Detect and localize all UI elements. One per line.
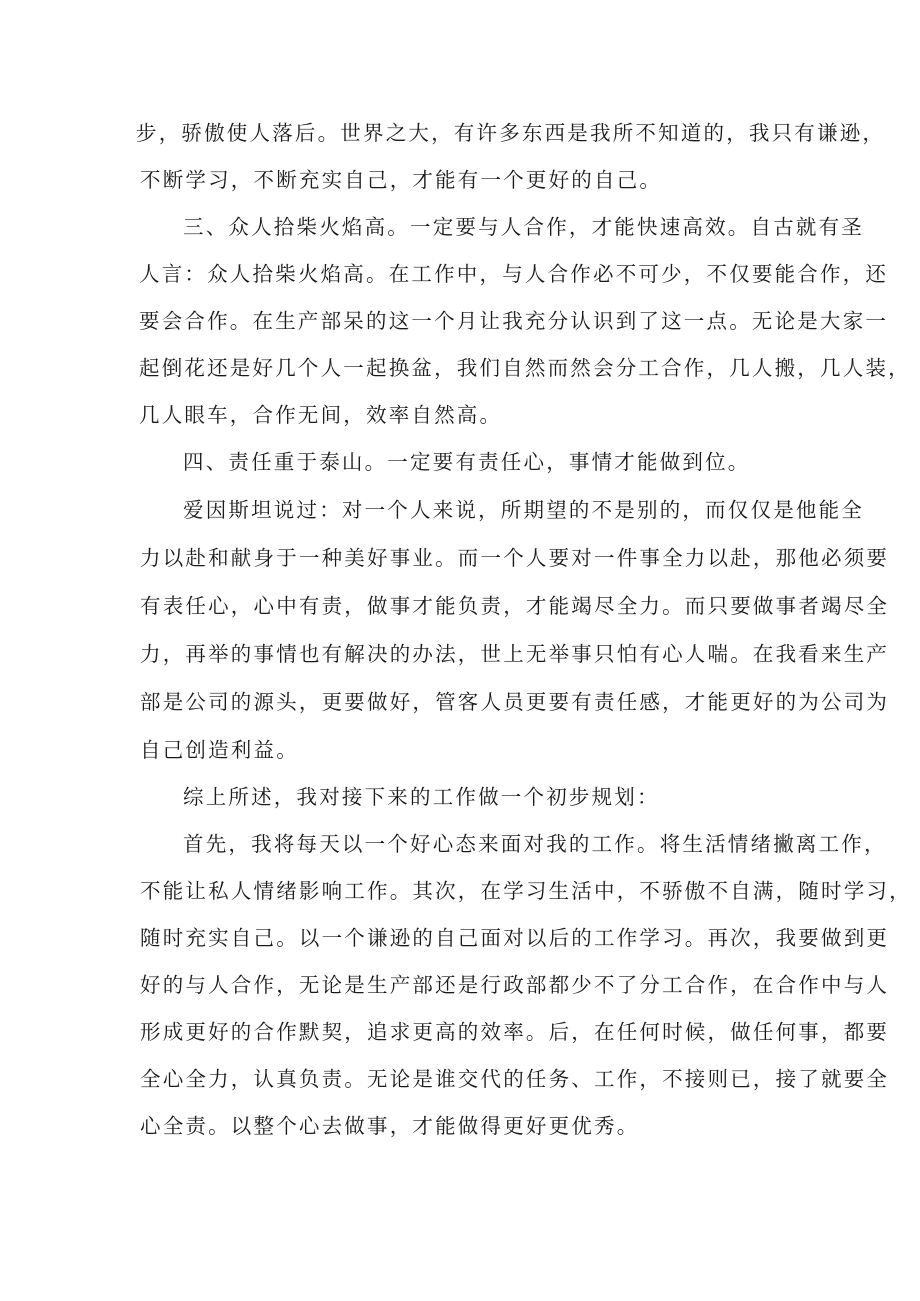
text-line: 好的与人合作，无论是生产部还是行政部都少不了分工合作，在合作中与人 — [140, 973, 890, 997]
text-line: 四、责任重于泰山。一定要有责任心，事情才能做到位。 — [183, 450, 751, 474]
text-line: 有表任心，心中有责，做事才能负责，才能竭尽全力。而只要做事者竭尽全 — [140, 594, 890, 618]
text-line: 不断学习，不断充实自己，才能有一个更好的自己。 — [140, 168, 663, 192]
text-line: 要会合作。在生产部呆的这一个月让我充分认识到了这一点。无论是大家一 — [139, 309, 889, 333]
text-line: 自己创造利益。 — [140, 738, 299, 762]
text-line: 不能让私人情绪影响工作。其次，在学习生活中，不骄傲不自满，随时学习， — [140, 879, 912, 903]
text-line: 起倒花还是好几个人一起换盆，我们自然而然会分工合作，几人搬，几人装， — [139, 356, 911, 380]
text-line: 步，骄傲使人落后。世界之大，有许多东西是我所不知道的，我只有谦逊， — [136, 121, 886, 145]
text-line: 综上所述，我对接下来的工作做一个初步规划： — [183, 785, 660, 809]
text-line: 人言：众人拾柴火焰高。在工作中，与人合作必不可少，不仅要能合作，还 — [139, 262, 889, 286]
text-line: 力，再举的事情也有解决的办法，世上无举事只怕有心人喘。在我看来生产 — [140, 642, 890, 666]
text-line: 部是公司的源头，更要做好，管客人员更要有责任感，才能更好的为公司为 — [140, 690, 890, 714]
text-line: 爱因斯坦说过：对一个人来说，所期望的不是别的，而仅仅是他能全 — [183, 498, 864, 522]
text-line: 三、众人拾柴火焰高。一定要与人合作，才能快速高效。自古就有圣 — [183, 215, 864, 239]
text-line: 心全责。以整个心去做事，才能做得更好更优秀。 — [140, 1114, 640, 1138]
text-line: 首先，我将每天以一个好心态来面对我的工作。将生活情绪撇离工作， — [183, 832, 887, 856]
text-line: 随时充实自己。以一个谦逊的自己面对以后的工作学习。再次，我要做到更 — [140, 926, 890, 950]
text-line: 全心全力，认真负责。无论是谁交代的任务、工作，不接则已，接了就要全 — [140, 1067, 890, 1091]
text-line: 力以赴和献身于一种美好事业。而一个人要对一件事全力以赴，那他必须要 — [140, 546, 890, 570]
text-line: 几人眼车，合作无间，效率自然高。 — [139, 403, 503, 427]
text-line: 形成更好的合作默契，追求更高的效率。后，在任何时候，做任何事，都要 — [140, 1020, 890, 1044]
